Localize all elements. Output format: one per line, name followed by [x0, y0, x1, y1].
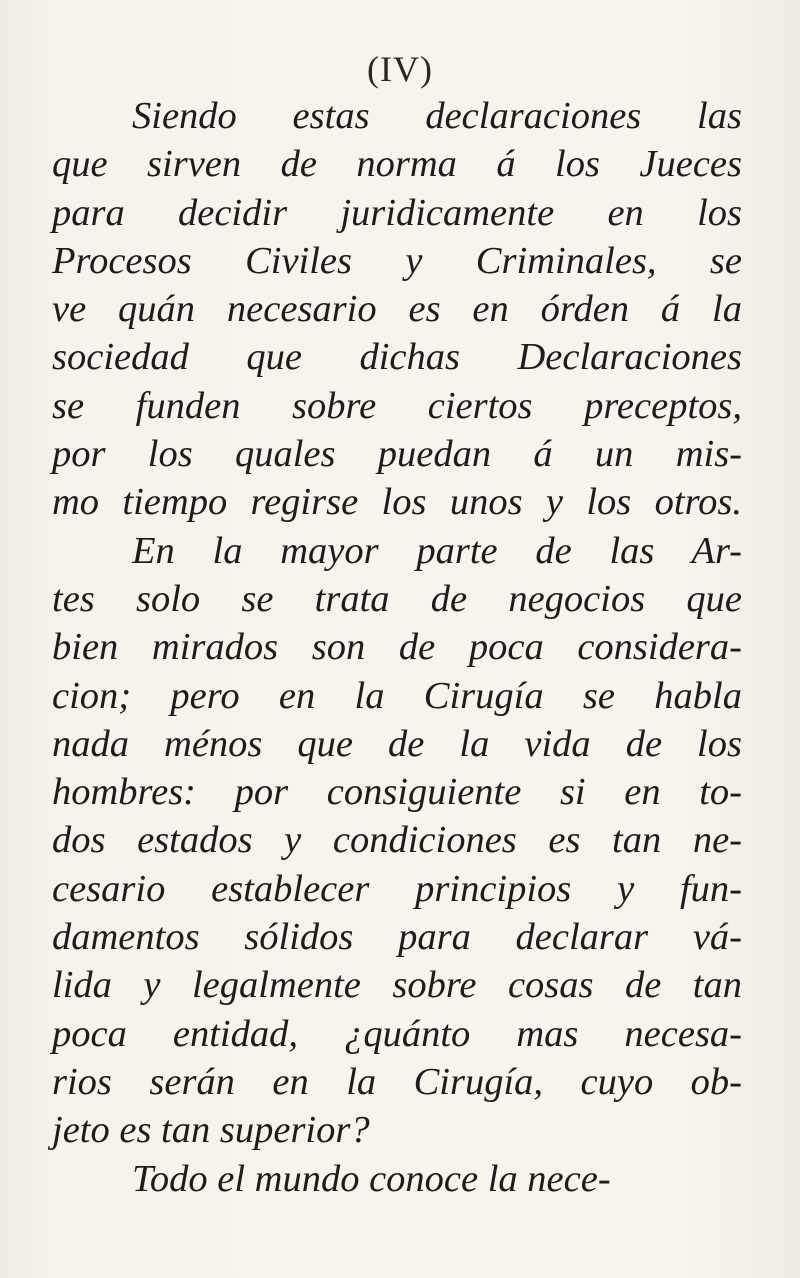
text-line: que sirven de norma á los Jueces — [52, 143, 742, 186]
text-line: por los quales puedan á un mis- — [52, 433, 742, 476]
text-line: mo tiempo regirse los unos y los otros. — [52, 481, 742, 524]
text-line: se funden sobre ciertos preceptos, — [52, 384, 742, 427]
text-line: poca entidad, ¿quánto mas necesa- — [52, 1012, 742, 1055]
text-line: hombres: por consiguiente si en to- — [52, 771, 742, 814]
text-line: tes solo se trata de negocios que — [52, 577, 742, 620]
text-line: jeto es tan superior? — [52, 1109, 370, 1152]
text-line: lida y legalmente sobre cosas de tan — [52, 964, 742, 1007]
text-line: En la mayor parte de las Ar- — [132, 529, 742, 572]
text-line: bien mirados son de poca considera- — [52, 626, 742, 669]
text-line: cion; pero en la Cirugía se habla — [52, 674, 742, 717]
text-line: damentos sólidos para declarar vá- — [52, 916, 742, 959]
body-text — [52, 92, 742, 1203]
text-line: sociedad que dichas Declaraciones — [52, 336, 742, 379]
text-line: Todo el mundo conoce la nece- — [132, 1157, 611, 1200]
text-line: nada ménos que de la vida de los — [52, 722, 742, 765]
text-line: dos estados y condiciones es tan ne- — [52, 819, 742, 862]
text-line: Siendo estas declaraciones las — [132, 95, 742, 137]
text-line: rios serán en la Cirugía, cuyo ob- — [52, 1060, 742, 1103]
text-line: Procesos Civiles y Criminales, se — [52, 239, 742, 282]
text-line: para decidir juridicamente en los — [52, 191, 742, 234]
text-line: cesario establecer principios y fun- — [52, 867, 742, 910]
page-header: (IV) — [367, 49, 433, 89]
text-line: ve quán necesario es en órden á la — [52, 288, 742, 331]
